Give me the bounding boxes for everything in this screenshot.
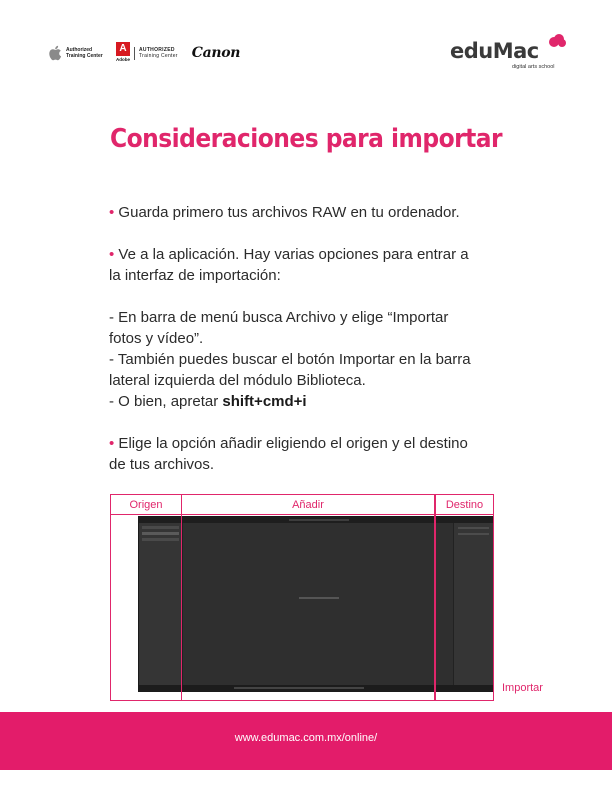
dash-item-1b: fotos y vídeo”.: [109, 330, 204, 347]
adobe-wordmark: Adobe: [116, 57, 130, 62]
region-anadir: [182, 494, 435, 701]
page-title: Consideraciones para importar: [109, 124, 503, 154]
bullet-item-3: [109, 433, 509, 454]
adobe-authorized-text: [134, 47, 178, 60]
label-origen: Origen: [111, 495, 181, 515]
footer-url[interactable]: www.edumac.com.mx/online/: [234, 732, 378, 744]
apple-authorized-text: [66, 47, 106, 59]
dash-item-2a: - También puedes buscar el botón Importar en la barra: [109, 351, 471, 368]
bullet-icon: •: [109, 435, 115, 452]
adobe-text-line1: AUTHORIZED: [139, 46, 175, 53]
body-text: [109, 202, 509, 475]
bullet-text-1: Guarda primero tus archivos RAW en tu ordenador.: [114, 204, 460, 221]
apple-text-line2: Training Center: [66, 53, 103, 59]
dash-item-2b: lateral izquierda del módulo Biblioteca.: [109, 372, 366, 389]
label-anadir: Añadir: [182, 495, 434, 515]
bullet-text-3a: Elige la opción añadir eligiendo el origen y el destino: [114, 435, 468, 452]
adobe-authorized-logo: [116, 42, 178, 64]
import-dialog-figure: [110, 494, 494, 701]
canon-logo: Canon: [191, 45, 241, 61]
bullet-item-1: [109, 202, 509, 223]
apple-icon: [48, 45, 62, 61]
adobe-icon: A Adobe: [116, 43, 130, 62]
bullet-icon: •: [109, 204, 115, 221]
edumac-wordmark: eduMac: [450, 39, 539, 63]
bullet-text-3b: de tus archivos.: [109, 456, 215, 473]
bullet-text-2a: Ve a la aplicación. Hay varias opciones para entrar a: [114, 246, 469, 263]
bullet-icon: •: [109, 246, 115, 263]
region-destino: [435, 494, 494, 701]
partner-logos: [48, 42, 240, 64]
label-destino: Destino: [436, 495, 493, 515]
edumac-tagline: digital arts school: [512, 64, 555, 70]
apple-text-line1: Authorized: [66, 47, 93, 53]
dash-item-3: [109, 391, 509, 412]
bullet-item-2: [109, 244, 509, 265]
region-origen: [110, 494, 182, 701]
label-importar: Importar: [502, 682, 543, 694]
edumac-logo: [450, 34, 566, 76]
footer-bar: [0, 712, 612, 770]
keyboard-shortcut: shift+cmd+i: [222, 393, 307, 410]
dash-text-3: - O bien, apretar: [109, 393, 223, 410]
dash-item-1a: - En barra de menú busca Archivo y elige “Importar: [109, 309, 449, 326]
cloud-icon: [548, 34, 566, 48]
bullet-text-2b: la interfaz de importación:: [109, 267, 281, 284]
adobe-text-line2: Training Center: [139, 53, 178, 59]
apple-authorized-logo: [48, 45, 106, 61]
